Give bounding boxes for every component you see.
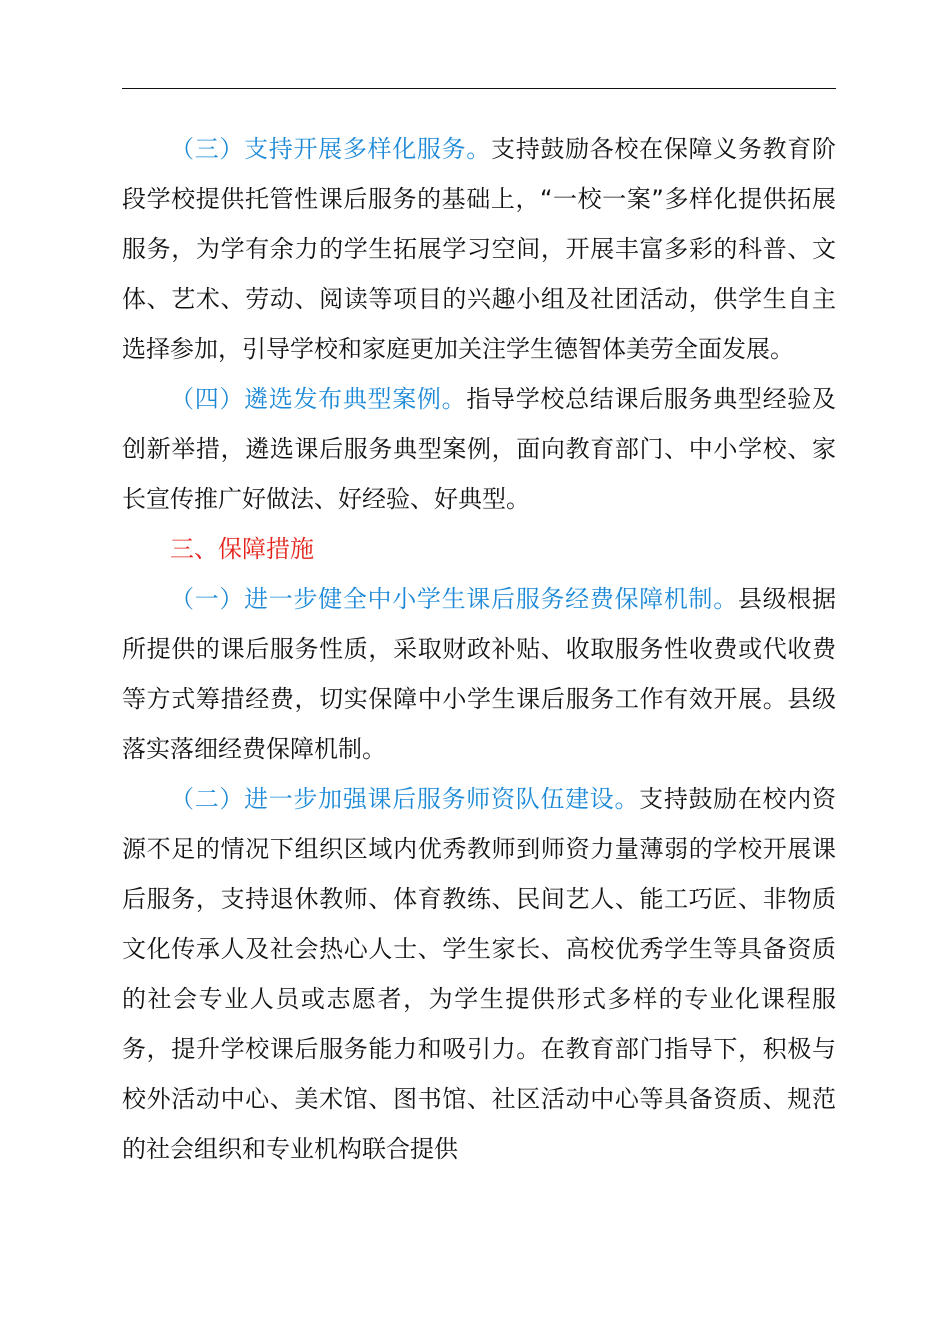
paragraph-teacher-team [122, 774, 836, 1174]
paragraph-label: （一）进一步健全中小学生课后服务经费保障机制。 [170, 585, 738, 613]
section-heading-safeguards: 三、保障措施 [170, 535, 314, 563]
header-rule [122, 88, 836, 89]
paragraph-text: 支持鼓励在校内资源不足的情况下组织区域内优秀教师到师资力量薄弱的学校开展课后服务，支持退休教师、体育教练、民间艺人、能工巧匠、非物质文化传承人及社会热心人士、学生家长、高校优秀学生等具备资质的社会专业人员或志愿者，为学生提供形式多样的专业化课程服务，提升学校课后服务能力和吸引力。在教育部门指导下，积极与校外活动中心、美术馆、图书馆、社区活动中心等具备资质、规范的社会组织和专业机构联合提供 [122, 785, 837, 1163]
paragraph-label: （二）进一步加强课后服务师资队伍建设。 [170, 785, 640, 813]
paragraph-text: 指导学校总结课后服务典型经验及创新举措，遴选课后服务典型案例，面向教育部门、中小学校、家长宣传推广好做法、好经验、好典型。 [122, 385, 837, 513]
paragraph-diversified-services [122, 124, 836, 374]
paragraph-text: 县级根据所提供的课后服务性质，采取财政补贴、收取服务性收费或代收费等方式筹措经费，切实保障中小学生课后服务工作有效开展。县级落实落细经费保障机制。 [122, 585, 836, 763]
document-body [122, 124, 836, 1174]
paragraph-typical-cases [122, 374, 836, 524]
paragraph-text: 支持鼓励各校在保障义务教育阶段学校提供托管性课后服务的基础上，“一校一案”多样化提供拓展服务，为学有余力的学生拓展学习空间，开展丰富多彩的科普、文体、艺术、劳动、阅读等项目的兴趣小组及社团活动，供学生自主选择参加，引导学校和家庭更加关注学生德智体美劳全面发展。 [122, 135, 836, 363]
paragraph-label: （四）遴选发布典型案例。 [170, 385, 467, 413]
paragraph-label: （三）支持开展多样化服务。 [170, 135, 491, 163]
paragraph-funding-mechanism [122, 574, 836, 774]
